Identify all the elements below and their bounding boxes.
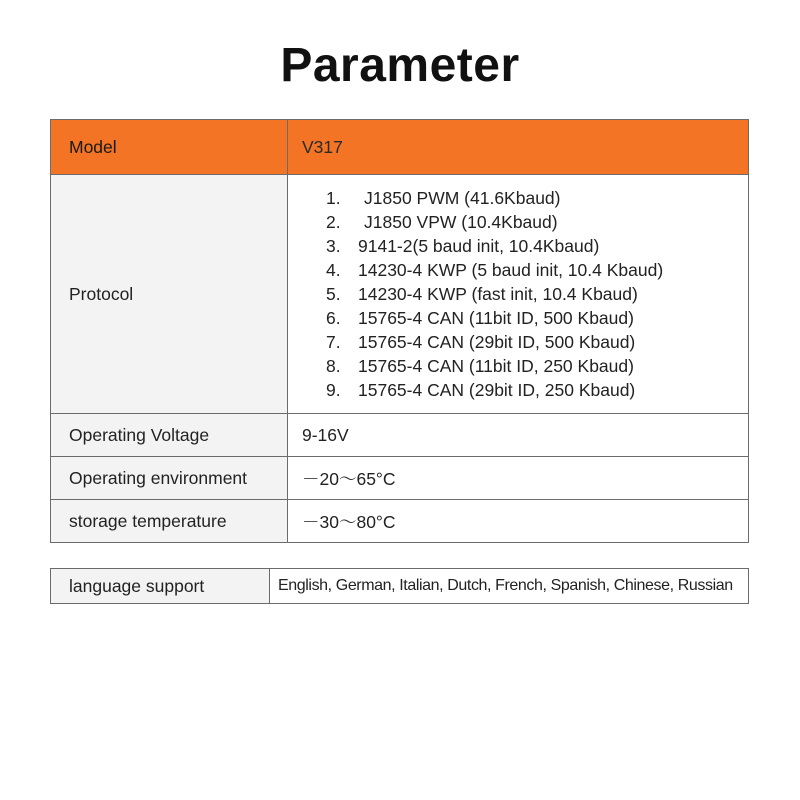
protocol-value [288, 175, 749, 414]
protocol-item: 2. J1850 VPW (10.4Kbaud) [326, 212, 558, 232]
language-value: English, German, Italian, Dutch, French, Spanish, Chinese, Russian [270, 569, 749, 604]
protocol-label: Protocol [51, 175, 288, 414]
protocol-item: 8. 15765-4 CAN (11bit ID, 250 Kbaud) [326, 356, 634, 376]
protocol-row [51, 175, 749, 414]
voltage-value: 9-16V [288, 414, 749, 457]
protocol-item: 9. 15765-4 CAN (29bit ID, 250 Kbaud) [326, 380, 636, 400]
environment-label: Operating environment [51, 457, 288, 500]
storage-row [51, 500, 749, 543]
voltage-label: Operating Voltage [51, 414, 288, 457]
model-row [51, 120, 749, 175]
model-value: V317 [288, 120, 749, 175]
protocol-item: 3. 9141-2(5 baud init, 10.4Kbaud) [326, 236, 600, 256]
storage-label: storage temperature [51, 500, 288, 543]
voltage-row [51, 414, 749, 457]
protocol-item: 5. 14230-4 KWP (fast init, 10.4 Kbaud) [326, 284, 638, 304]
protocol-item: 7. 15765-4 CAN (29bit ID, 500 Kbaud) [326, 332, 636, 352]
language-table [50, 568, 749, 604]
storage-value: －30～80°C [288, 500, 749, 543]
language-row [51, 569, 749, 604]
environment-value: －20～65°C [288, 457, 749, 500]
protocol-item: 1. J1850 PWM (41.6Kbaud) [326, 188, 561, 208]
page-title: Parameter [280, 39, 520, 92]
protocol-item: 6. 15765-4 CAN (11bit ID, 500 Kbaud) [326, 308, 634, 328]
protocol-list [302, 186, 748, 402]
environment-row [51, 457, 749, 500]
model-label: Model [51, 120, 288, 175]
spec-table [50, 119, 749, 543]
language-label: language support [51, 569, 270, 604]
protocol-item: 4. 14230-4 KWP (5 baud init, 10.4 Kbaud) [326, 260, 664, 280]
